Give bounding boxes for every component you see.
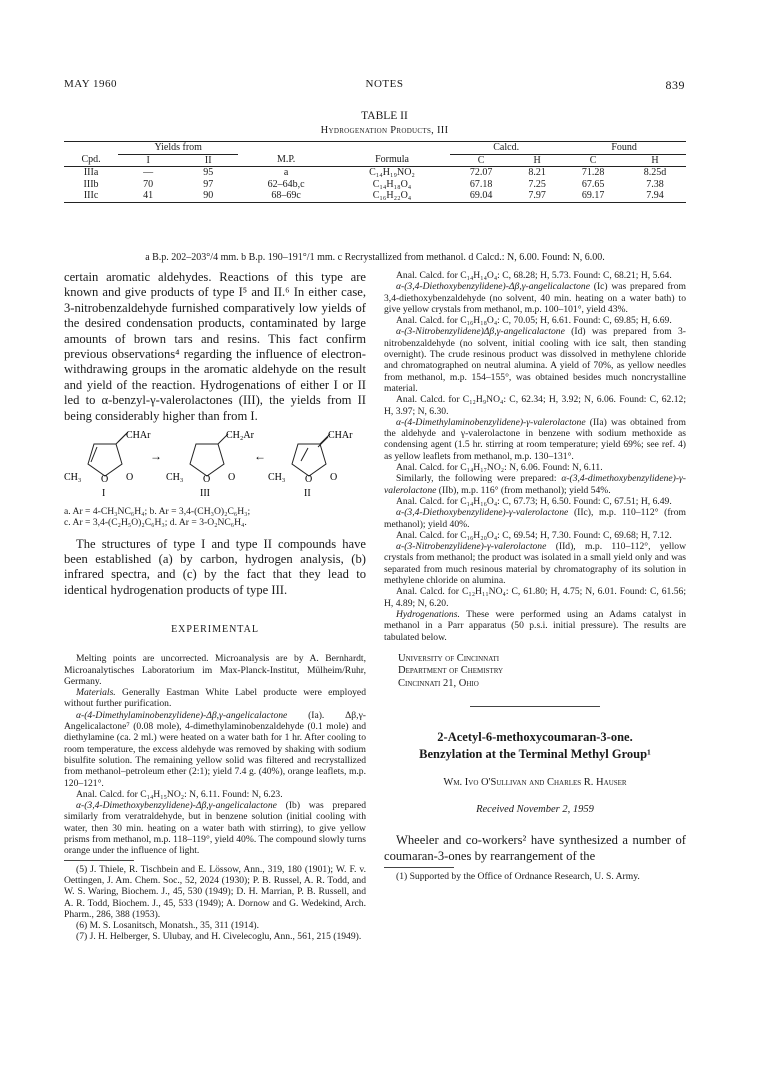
article-title: Benzylation at the Terminal Methyl Group¹ — [419, 747, 651, 762]
table-header-spacer — [238, 142, 334, 155]
struct-carbonyl-o: O — [126, 472, 134, 484]
footnote: (1) Supported by the Office of Ordnance Research, U. S. Army. — [396, 871, 640, 883]
footnote: (6) M. S. Losanitsch, Monatsh., 35, 311 (1914). — [76, 920, 259, 932]
analysis-line: Anal. Calcd. for C₁₄H₁₄O₄: C, 68.28; H, 5.73. Found: C, 68.21; H, 5.64. — [396, 270, 672, 281]
table-cell: 62–64b,c — [267, 178, 305, 190]
affiliation-line: University of Cincinnati — [398, 652, 500, 664]
compound-name: α-(3,4-Dimethoxybenzylidene)-Δβ,γ-angelicalactone — [76, 800, 277, 812]
reaction-arrow: ← — [254, 449, 266, 464]
received-date: Received November 2, 1959 — [476, 804, 594, 816]
struct-methyl: CH₃ — [268, 472, 286, 484]
table-cell: 69.04 — [469, 190, 493, 201]
table-cell: IIIa — [83, 167, 99, 178]
analysis-line: Anal. Calcd. for C₁₂H₁₁NO₄: C, 61.80; H, 4.75; N, 6.01. Found: C, 61.56; H, 4.89; N, 6.20. — [384, 586, 686, 609]
table-cell: C₁₄H₁₈O₄ — [372, 178, 412, 190]
exp-paragraph — [384, 326, 686, 394]
struct-methyl: CH₃ — [166, 472, 184, 484]
compound-name: α-(4-Dimethylaminobenzylidene)-Δβ,γ-angelicalactone — [76, 709, 288, 721]
footnote-rule — [64, 860, 134, 861]
analysis-line: Anal. Calcd. for C₁₂H₉NO₄: C, 62.34; H, 3.92; N, 6.06. Found: C, 62.12; H, 3.97; N, 6.30. — [384, 394, 686, 417]
struct-label-2: III — [200, 488, 210, 500]
aryl-key-2: c. Ar = 3,4-(C₂H₅O)₂C₆H₃; d. Ar = 3-O₂NC₆H₄. — [64, 517, 247, 529]
exp-paragraph — [384, 417, 686, 462]
aryl-key-1: a. Ar = 4-CH₃NC₆H₄; b. Ar = 3,4-(CH₃O)₂C₆H₃; — [64, 506, 251, 518]
compound-name: α-(3-Nitrobenzylidene)-γ-valerolactone — [396, 541, 547, 553]
struct-ring-o: O — [203, 474, 211, 486]
exp-paragraph — [384, 507, 686, 530]
struct-carbonyl-o: O — [330, 472, 338, 484]
run-in-head: Materials. — [76, 687, 116, 699]
table-col-header: M.P. — [276, 154, 296, 166]
intro-paragraph: certain aromatic aldehydes. Reactions of this type are known and give products of type I⁵ and II.⁶ In either case, 3-nitrobenzaldehyde furnished comparatively low yields of the desired condensation products, contaminated by large amounts of brown tars and resins. This fact confirm previous observations⁴ regarding the influence of electron-withdrawing groups in the aromatic aldehyde on the result and yield of the reaction. Hydrogenations of either I or II led to α-benzyl-γ-valerolactones (III), the yields from II being considerably higher than from I. — [64, 270, 366, 423]
struct-ring-o: O — [101, 474, 109, 486]
analysis-line: Anal. Calcd. for C₁₄H₁₇NO₂: N, 6.06. Found: N, 6.11. — [396, 462, 603, 474]
running-head-date: MAY 1960 — [64, 78, 118, 90]
exp-paragraph — [64, 687, 366, 710]
compound-name: α-(3,4-dimethoxybenzylidene)-γ-valerolactone — [384, 473, 686, 496]
table-col-header: H — [651, 154, 659, 166]
table-group-found: Found — [562, 142, 686, 155]
struct-sub-1: CHAr — [126, 430, 151, 442]
table-cell: 7.94 — [646, 190, 664, 201]
analysis-line: Anal. Calcd. for C₁₆H₁₈O₄: C, 70.05; H, 6.61. Found: C, 69.85; H, 6.69. — [396, 315, 672, 327]
table-cell: 8.21 — [528, 167, 546, 178]
affiliation-line: Department of Chemistry — [398, 665, 504, 677]
table-cell: 97 — [203, 178, 214, 190]
table-cell: 90 — [203, 190, 214, 201]
table-cell: 7.97 — [528, 190, 546, 201]
table-cell: IIIc — [83, 190, 99, 201]
footnote: (7) J. H. Helberger, S. Ulubay, and H. Civelecoglu, Ann., 561, 215 (1949). — [76, 931, 362, 943]
exp-text: (Ic) was prepared from 3,4-diethoxybenzaldehyde (no solvent, 40 min. heating on a water bath) to give yellow crystals from methanol, m.p. 100–101°, yield 43%. — [384, 281, 686, 315]
table-col-header: II — [204, 154, 212, 166]
exp-text: (Ia). Δβ,γ-Angelicalactone⁷ (0.08 mole), 4-dimethylaminobenzaldehyde (0.1 mole) and diethylamine (ca. 2 ml.) were heated on a water bath for 1 hr. After cooling to room temperature, the excess aldehyde was removed by shaking with sodium bisulfite solution. The remaining yellow solid was filtered and recrystallized from methanol–petroleum ether (2:1); yield 7.4 g. (40%), orange leaflets, m.p. 120–121°. — [64, 709, 366, 789]
table-cell: C₁₄H₁₉NO₂ — [369, 167, 415, 178]
struct-ring-o: O — [305, 474, 313, 486]
exp-paragraph — [384, 281, 686, 315]
exp-text: Similarly, the following were prepared: — [396, 473, 562, 485]
exp-paragraph — [384, 473, 686, 496]
struct-sub-2: CH₂Ar — [226, 430, 254, 442]
table-cell: 72.07 — [469, 167, 493, 178]
exp-paragraph — [64, 800, 366, 856]
exp-text: (Ib) was prepared similarly from veratraldehyde, but in benzene solution (initial cooling with water, then 30 min. heating on a water bath with stirring), to give yellow prisms from methanol, m.p. 118–119°, yield 40%. The compound slowly turns orange under the influence of light. — [64, 800, 366, 857]
exp-text: (IIc), m.p. 110–112° (from methanol); yield 40%. — [384, 507, 686, 530]
article-intro: Wheeler and co-workers² have synthesized a number of coumaran-3-ones by rearrangement of the — [384, 833, 686, 863]
compound-name: α-(4-Dimethylaminobenzylidene)-γ-valerolactone — [396, 416, 586, 428]
table-cell: 41 — [143, 190, 154, 201]
table-group-yields: Yields from — [118, 142, 238, 155]
table-cell: a — [283, 167, 289, 178]
table-group-calcd: Calcd. — [450, 142, 562, 155]
table-col-header: C — [589, 154, 597, 166]
exp-text: (IIb), m.p. 116° (from methanol); yield 54%. — [436, 484, 611, 496]
table-cell: 70 — [143, 178, 154, 190]
table-cell: 67.65 — [581, 178, 605, 190]
exp-text: (Id) was prepared from 3-nitrobenzaldehyde (no solvent, initial cooling with ice salt, then standing overnight). The crude resinous product was dissolved in methylene chloride and chromatographed on neutral alumina. A yield of 70%, as yellow needles from methanol, m.p. 154–155°, was obtained besides much noncrystalline material. — [384, 326, 686, 394]
exp-text: Generally Eastman White Label producte were employed without further purification. — [64, 687, 366, 710]
table-footnote: a B.p. 202–203°/4 mm. b B.p. 190–191°/1 mm. c Recrystallized from methanol. d Calcd.: N, 6.00. Found: N, 6.00. — [145, 252, 605, 263]
table-col-header: C — [477, 154, 485, 166]
page-number: 839 — [665, 78, 685, 92]
compound-name: α-(3-Nitrobenzylidene)Δβ,γ-angelicalactone — [396, 326, 565, 338]
article-title: 2-Acetyl-6-methoxycoumaran-3-one. — [437, 730, 633, 745]
table-subtitle: Hydrogenation Products, III — [320, 125, 449, 136]
struct-label-3: II — [304, 488, 311, 500]
exp-paragraph — [64, 710, 366, 789]
table-col-header: I — [146, 154, 150, 166]
table-cell: 95 — [203, 167, 214, 178]
analysis-line: Anal. Calcd. for C₁₄H₁₆O₄: C, 67.73; H, 6.50. Found: C, 67.51; H, 6.49. — [396, 495, 672, 507]
table-cell: — — [143, 167, 154, 178]
table-cell: 71.28 — [581, 167, 605, 178]
table-header-spacer — [334, 142, 450, 155]
table-cell: 8.25d — [643, 167, 667, 178]
table-caption: TABLE II — [361, 110, 408, 122]
analysis-line: Anal. Calcd. for C₁₆H₂₀O₄: C, 69.54; H, 7.30. Found: C, 69.68; H, 7.12. — [396, 529, 672, 541]
exp-text: These were performed using an Adams catalyst in methanol in a Parr apparatus (50 p.s.i. initial pressure). The results are tabulated below. — [384, 608, 686, 643]
struct-sub-3: CHAr — [328, 430, 353, 442]
run-in-head: Hydrogenations. — [396, 608, 460, 620]
exp-text: (IIa) was obtained from the aldehyde and γ-valerolactone in benzene with sodium methoxide as condensing agent (1.5 hr. stirring at room temperature; yield 69%; see ref. 4) as yellow leaflets from methanol, m.p. 130–131°. — [384, 416, 686, 462]
struct-methyl: CH₃ — [64, 472, 82, 484]
exp-text: (IId), m.p. 110–112°, yellow crystals from methanol; the product was isolated in a small yield only and was separated from much resinous material by chromatography of its solution in methylene chloride on alumina. — [384, 541, 686, 587]
section-heading: EXPERIMENTAL — [171, 624, 259, 636]
right-column — [384, 270, 686, 882]
structure-diagram — [64, 430, 366, 510]
affiliation-block — [398, 653, 686, 691]
article-divider — [470, 706, 600, 707]
lactone-structures — [64, 430, 366, 510]
running-head-section: NOTES — [365, 78, 404, 90]
table-col-header: H — [533, 154, 541, 166]
hydrogenation-table — [64, 141, 686, 203]
table-cell: C₁₆H₂₂O₄ — [372, 190, 412, 201]
exp-paragraph — [384, 541, 686, 586]
table-col-header: Cpd. — [81, 154, 101, 166]
exp-paragraph: Melting points are uncorrected. Microanalysis are by A. Bernhardt, Microanalytisches Laboratorium im Max-Planck-Institut, Mülheim/Ruhr, Germany. — [64, 653, 366, 687]
table-header-spacer — [64, 142, 118, 155]
struct-label-1: I — [102, 488, 106, 500]
table-row — [64, 167, 686, 179]
table-cell: 67.18 — [469, 178, 493, 190]
footnote-rule — [384, 867, 454, 868]
table-row — [64, 179, 686, 191]
affiliation-line: Cincinnati 21, Ohio — [398, 677, 479, 689]
compound-name: α-(3,4-Diethoxybenzylidene)-Δβ,γ-angelicalactone — [396, 281, 590, 293]
analysis-line: Anal. Calcd. for C₁₄H₁₅NO₂: N, 6.11. Found: N, 6.23. — [76, 788, 283, 800]
footnote: (5) J. Thiele, R. Tischbein and E. Lössow, Ann., 319, 180 (1901); W. F. v. Oettingen, J. Am. Chem. Soc., 52, 2024 (1930); P. B. Russel, A. R. Todd, and W. S. Waring, Biochem. J., 45, 530 (1949); D. H. Marrian, P. B. Russell, and A. R. Todd, Biochem. J., 45, 533 (1949); A. Dornow and G. Wedekind, Arch. Pharm., 286, 388 (1953). — [64, 863, 366, 920]
table-cell: 7.38 — [646, 178, 664, 190]
table-cell: 69.17 — [581, 190, 605, 201]
table-cell: 68–69c — [271, 190, 301, 201]
exp-paragraph — [384, 609, 686, 643]
table-cell: 7.25 — [528, 178, 546, 190]
structure-paragraph: The structures of type I and type II compounds have been established (a) by carbon, hydrogen analysis, (b) infrared spectra, and (c) by the fact that they lead to identical hydrogenation products of type III. — [64, 536, 366, 597]
left-column — [64, 270, 366, 943]
reaction-arrow: → — [150, 449, 162, 464]
table-col-header: Formula — [375, 154, 409, 166]
table-cell: IIIb — [83, 178, 99, 190]
table-row — [64, 190, 686, 202]
struct-carbonyl-o: O — [228, 472, 236, 484]
article-authors: Wm. Ivo O'Sullivan and Charles R. Hauser — [443, 777, 627, 789]
compound-name: α-(3,4-Diethoxybenzylidene)-γ-valerolactone — [396, 507, 569, 519]
